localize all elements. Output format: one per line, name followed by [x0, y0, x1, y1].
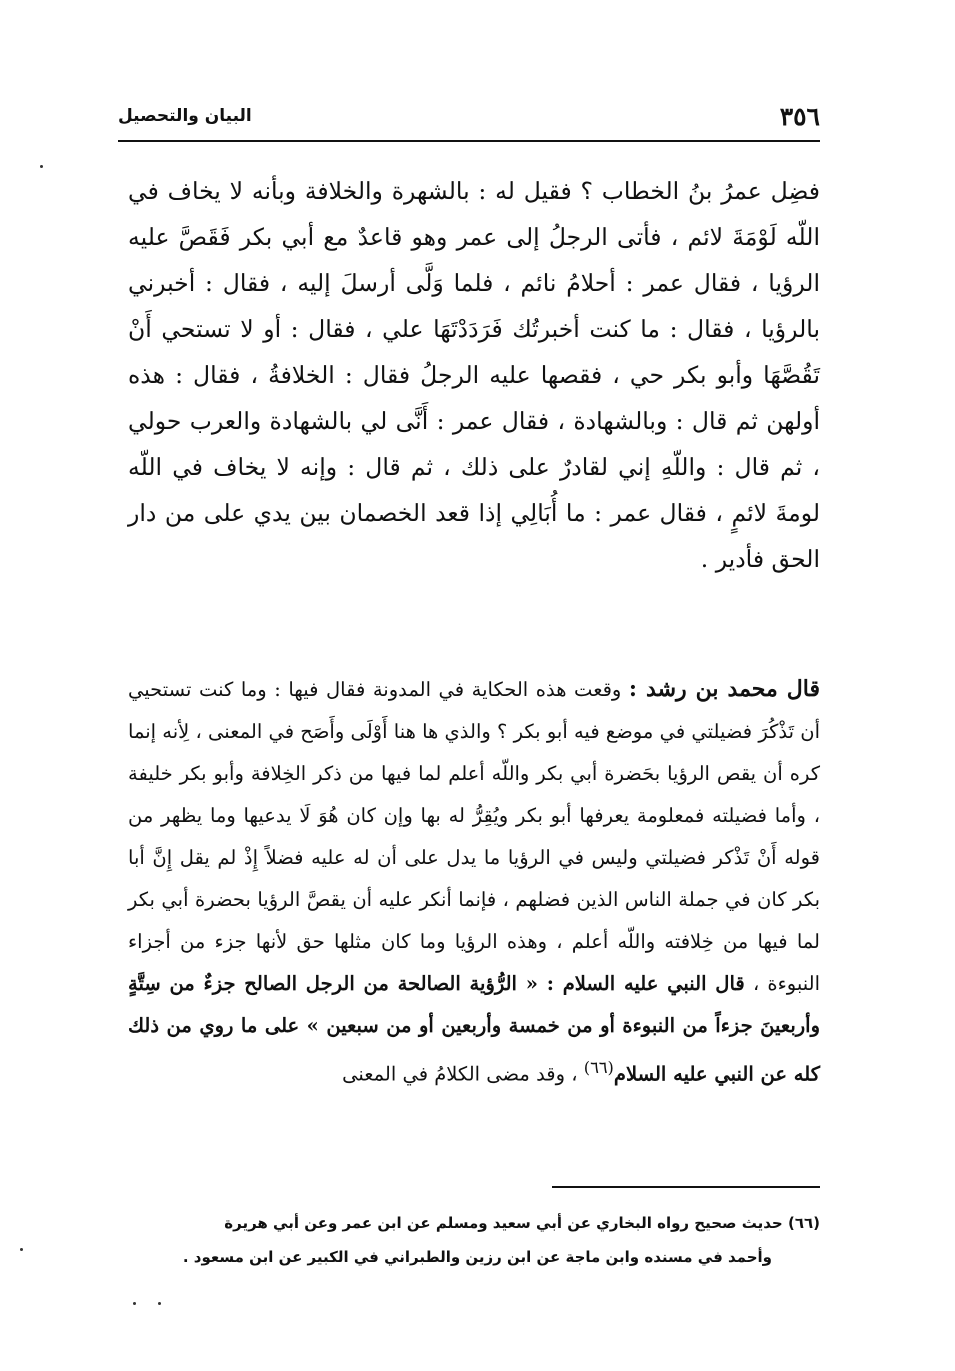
commentary-closing: ، وقد مضى الكلامُ في المعنى [342, 1062, 584, 1086]
scan-speck [158, 1302, 161, 1305]
scan-speck [133, 1302, 136, 1305]
commentary-paragraph [128, 668, 820, 1096]
footnote-line: (٦٦) حديث صحيح رواه البخاري عن أبي سعيد ومسلم عن ابن عمر وعن أبي هريرة [224, 1214, 820, 1232]
scan-speck [40, 165, 43, 168]
passage-commentary [128, 668, 820, 1096]
passage-story [128, 168, 820, 582]
running-title: البيان والتحصيل [118, 106, 252, 126]
hadith-quote: قال النبي عليه السلام : « الرُّؤية الصالحة من الرجل الصالح جزءٌ من سِتَّةٍ وأربعينَ جزءاً من النبوءة أو من خمسة وأربعين أو من سبعين » على ما روي من ذلك كله عن النبي عليه السلام [128, 972, 820, 1086]
page-number: ٣٥٦ [779, 101, 820, 131]
footnote-line: وأحمد في مسنده وابن ماجة عن ابن رزين والطبراني في الكبير عن ابن مسعود . [182, 1248, 772, 1266]
story-paragraph: فضِل عمرُ بنُ الخطاب ؟ فقيل له : بالشهرة والخلافة وبأنه لا يخاف في اللّه لَوْمَةَ لائم ، فأتى الرجلُ إلى عمر وهو قاعدٌ مع أبي بكر فَقَصَّ عليه الرؤيا ، فقال عمر : أحلامُ نائم ، فلما وَلَّى أرسلَ إليه ، فقال : أخبرني بالرؤيا ، فقال : ما كنت أخبرتُك فَرَدَدْتَهَا علي ، فقال : أو لا تستحي أَنْ تَقُصَّهَا وأبو بكر حي ، فقصها عليه الرجلُ فقال : الخلافةُ ، فقال : هذه أولهن ثم قال : وبالشهادة ، فقال عمر : أَنَّى لي بالشهادة والعرب حولي ، ثم قال : واللّهِ إني لقادرٌ على ذلك ، ثم قال : وإنه لا يخاف في اللّه لومةَ لائمٍ ، فقال عمر : ما أُبَالِي إذا قعد الخصمان بين يدي على من دار الحق فأدير . [128, 177, 820, 573]
footnote-divider [552, 1186, 820, 1188]
footnotes [128, 1206, 820, 1274]
scan-speck [20, 1248, 23, 1251]
commentator-name: قال محمد بن رشد : [628, 676, 820, 702]
page-header [118, 96, 820, 136]
commentary-text: وقعت هذه الحكاية في المدونة فقال فيها : وما كنت تستحيي أن تَذْكُرَ فضيلتي في موضع فيه أبو بكر ؟ والذي ها هنا أَوْلَى وأَصَح في المعنى ، لِأنه إنما كره أن يقص الرؤيا بحَضرة أبي بكر واللّه أعلم لما فيها من ذكر الخِلافة وأبو بكر خليفة ، وأما فضيلته فمعلومة يعرفها أبو بكر ويُقِرُّ له بها وإن كان هُوَ لَا يدعيها وما يظهر من قوله أَنْ تَذْكر فضيلتي وليس في الرؤيا ما يدل على أن له عليه فضلاً إِذْ لم يقل إِنَّ أبا بكر كان في جملة الناس الذين فضلهم ، فإنما أنكر عليه أن يقصَّ الرؤيا بحضرة أبي بكر لما فيها من خِلافته واللّه أعلم ، وهذه الرؤيا وما كان مثلها حق لأنها جزء من أجزاء النبوءة ، [128, 678, 821, 995]
footnote-reference[interactable]: (٦٦) [583, 1058, 614, 1077]
header-divider [118, 140, 820, 142]
